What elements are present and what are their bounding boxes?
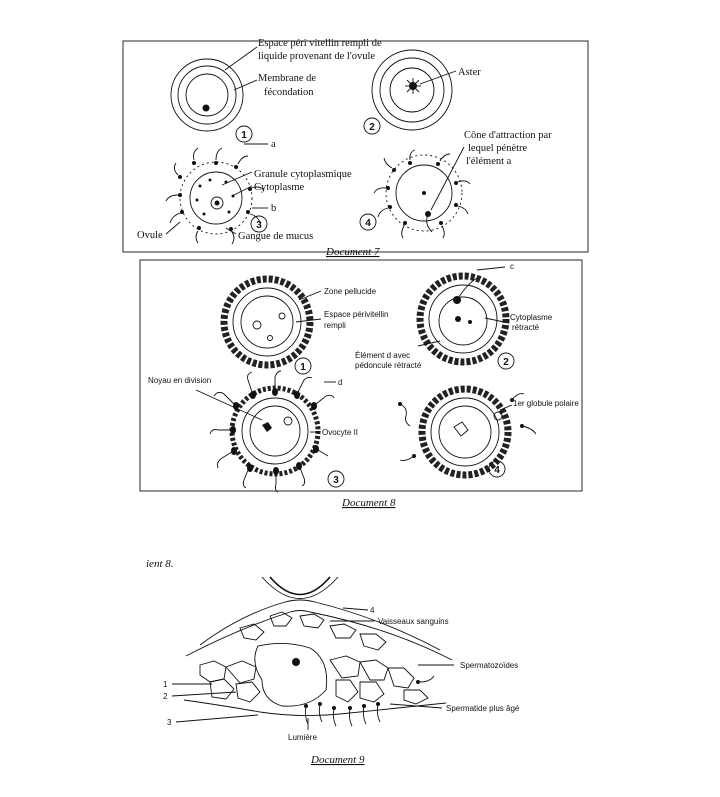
doc7-stage-1 xyxy=(171,59,252,142)
label-n2: 2 xyxy=(163,692,168,701)
doc7-number-2: 2 xyxy=(369,122,375,133)
aster-icon xyxy=(405,78,421,94)
document-8-caption: Document 8 xyxy=(342,497,396,509)
doc8-number-4: 4 xyxy=(494,465,500,476)
label-spermatide: Spermatide plus âgé xyxy=(446,704,520,713)
label-vaisseaux: Vaisseaux sanguins xyxy=(378,617,449,626)
document-9-header: ient 8. xyxy=(146,558,174,570)
label-element-d: Élément d avec xyxy=(355,351,411,360)
doc8-stage-1 xyxy=(224,279,311,374)
doc7-stage-3 xyxy=(166,148,267,244)
document-9-caption: Document 9 xyxy=(311,754,365,766)
label-gangue: Gangue de mucus xyxy=(238,231,314,242)
seminiferous-tubule xyxy=(184,577,452,726)
document-7-caption: Document 7 xyxy=(326,246,380,258)
label-cone-3: l'élément a xyxy=(466,156,512,167)
label-aster: Aster xyxy=(458,67,481,78)
document-7 xyxy=(123,38,588,258)
label-lumiere: Lumière xyxy=(288,733,317,742)
doc7-number-4: 4 xyxy=(365,218,371,229)
label-b: b xyxy=(271,203,277,214)
doc7-number-1: 1 xyxy=(241,130,247,141)
doc9-leaders xyxy=(172,608,454,730)
doc7-number-3: 3 xyxy=(256,220,262,231)
label-ovule: Ovule xyxy=(137,230,163,241)
label-d: d xyxy=(338,378,343,387)
label-globule-polaire: 1er globule polaire xyxy=(513,399,579,408)
label-cytoplasme-retracte-2: rétracté xyxy=(512,323,540,332)
label-n4: 4 xyxy=(370,606,375,615)
sperm-cells xyxy=(166,148,264,244)
label-cone: Cône d'attraction par xyxy=(464,130,552,141)
label-n1: 1 xyxy=(163,680,168,689)
doc7-stage-4 xyxy=(360,150,470,238)
label-membrane: Membrane de xyxy=(258,73,317,84)
document-9 xyxy=(146,558,520,766)
doc8-number-2: 2 xyxy=(503,357,509,368)
label-noyau-division: Noyau en division xyxy=(148,376,212,385)
doc7-stage-2 xyxy=(364,50,452,134)
doc8-number-3: 3 xyxy=(333,475,339,486)
label-c: c xyxy=(510,262,514,271)
doc8-number-1: 1 xyxy=(300,362,306,373)
label-cytoplasme-retracte: Cytoplasme xyxy=(510,313,553,322)
label-ovocyte: Ovocyte II xyxy=(322,428,359,437)
label-n3: 3 xyxy=(167,718,172,727)
label-membrane-2: fécondation xyxy=(264,87,314,98)
label-granule: Granule cytoplasmique xyxy=(254,169,352,180)
document-8 xyxy=(140,260,582,509)
label-espace-perivitellin-8: Espace périvitellin xyxy=(324,310,389,319)
label-zone-pellucide: Zone pellucide xyxy=(324,287,377,296)
label-spermatozoides: Spermatozoïdes xyxy=(460,661,519,670)
label-cytoplasme: Cytoplasme xyxy=(254,182,305,193)
dividing-nucleus xyxy=(262,417,292,432)
label-element-d-2: pédoncule rétracté xyxy=(355,361,422,370)
label-espace-perivitellin-8-2: rempli xyxy=(324,321,346,330)
label-cone-2: lequel pénètre xyxy=(468,143,528,154)
label-a: a xyxy=(271,139,276,150)
label-espace-perivitellin: Espace péri vitellin rempli de xyxy=(258,38,382,49)
doc8-stage-2 xyxy=(420,276,514,369)
label-espace-perivitellin-2: liquide provenant de l'ovule xyxy=(258,51,376,62)
